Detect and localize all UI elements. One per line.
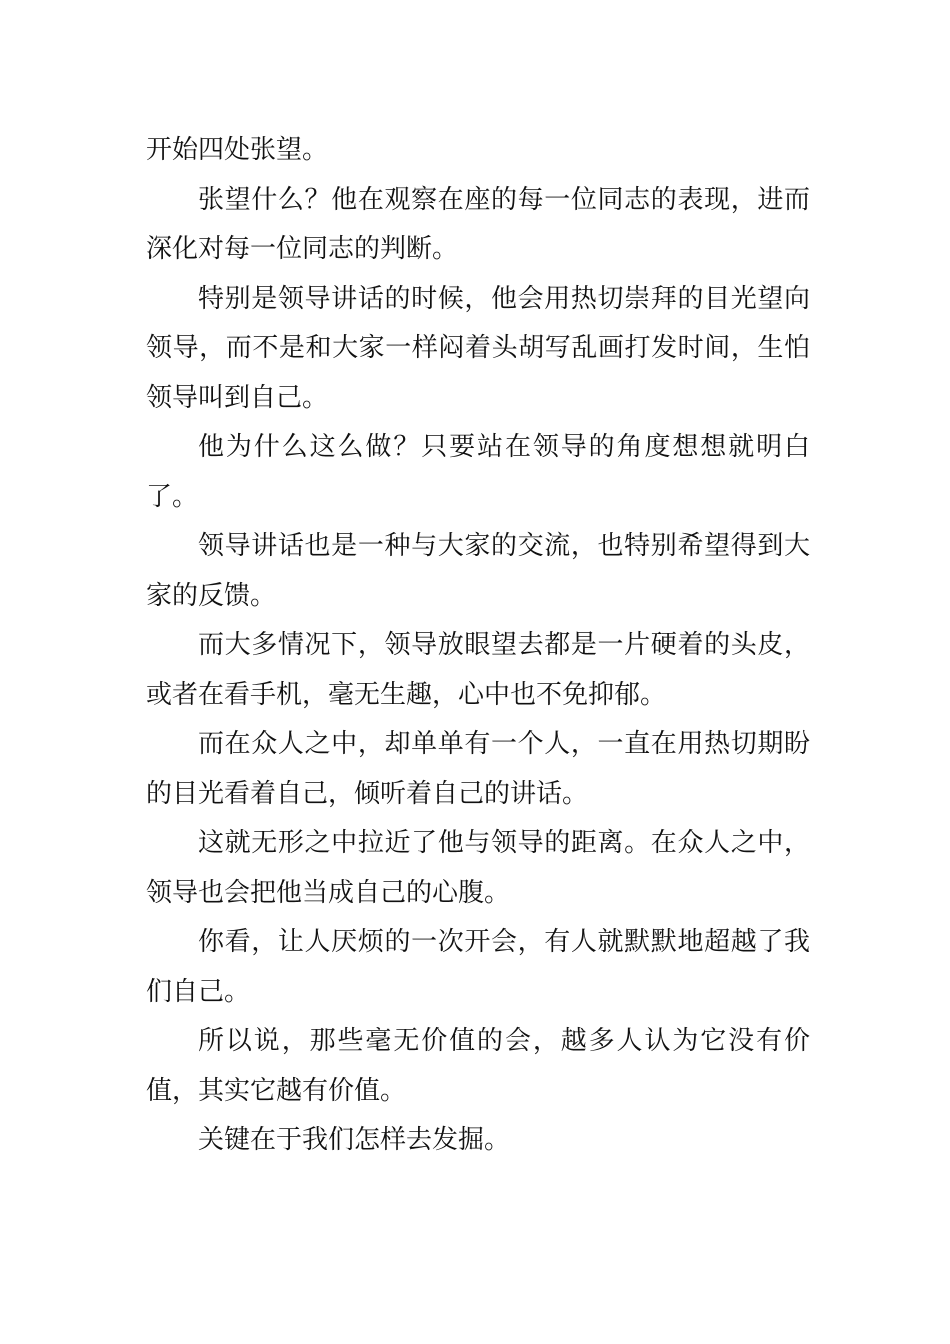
paragraph-9: 你看，让人厌烦的一次开会，有人就默默地超越了我们自己。 [146, 927, 810, 1007]
paragraph-1: 开始四处张望。 [146, 135, 329, 165]
paragraph-11: 关键在于我们怎样去发掘。 [198, 1125, 511, 1155]
paragraph-10: 所以说，那些毫无价值的会，越多人认为它没有价值，其实它越有价值。 [146, 1026, 810, 1106]
paragraph-2: 张望什么？他在观察在座的每一位同志的表现，进而深化对每一位同志的判断。 [146, 184, 810, 264]
paragraph-5: 领导讲话也是一种与大家的交流，也特别希望得到大家的反馈。 [146, 531, 810, 611]
paragraph-3: 特别是领导讲话的时候，他会用热切崇拜的目光望向领导，而不是和大家一样闷着头胡写乱画打发时间，生怕领导叫到自己。 [146, 283, 810, 413]
paragraph-4: 他为什么这么做？只要站在领导的角度想想就明白了。 [146, 432, 810, 512]
paragraph-6: 而大多情况下，领导放眼望去都是一片硬着的头皮，或者在看手机，毫无生趣，心中也不免抑郁。 [146, 630, 810, 710]
paragraph-7: 而在众人之中，却单单有一个人，一直在用热切期盼的目光看着自己，倾听着自己的讲话。 [146, 729, 810, 809]
document-body [146, 126, 810, 1166]
paragraph-8: 这就无形之中拉近了他与领导的距离。在众人之中，领导也会把他当成自己的心腹。 [146, 828, 810, 908]
